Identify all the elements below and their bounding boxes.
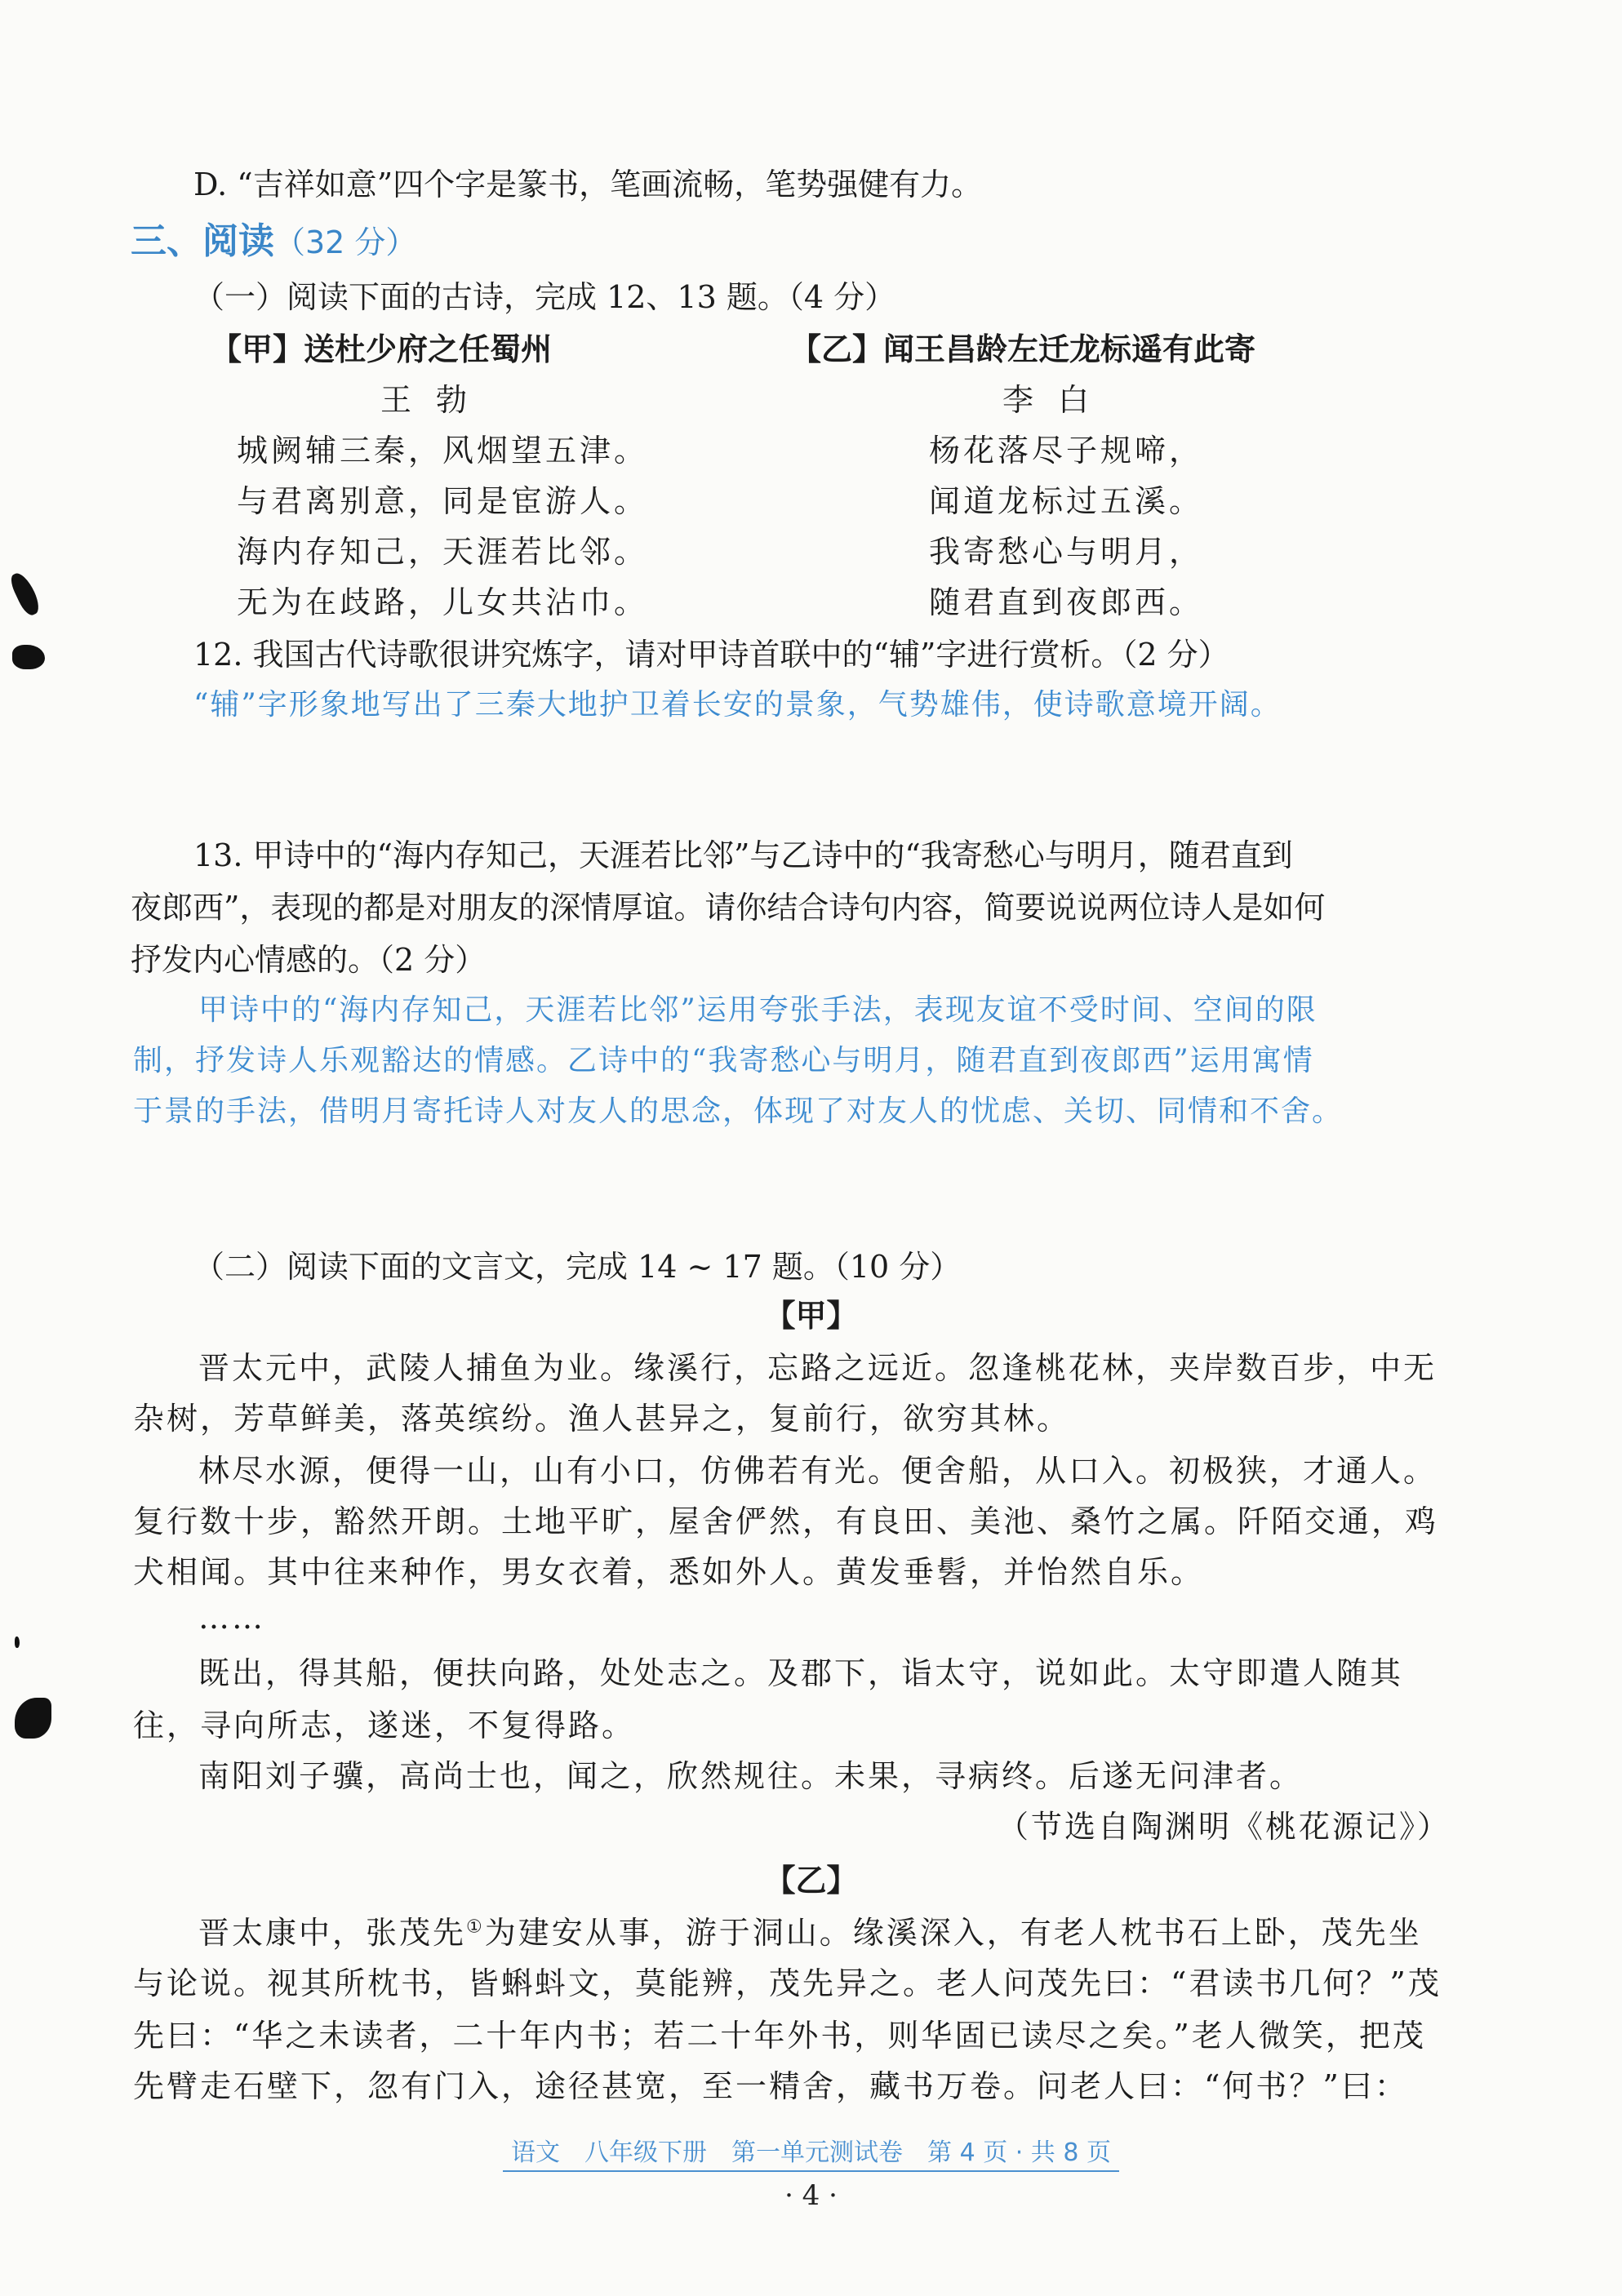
text-b-line-rest: 为建安从事，游于洞山。缘溪深入，有老人枕书石上卧，茂先坐 bbox=[484, 1915, 1422, 1951]
poem-a-line: 海内存知己，天涯若比邻。 bbox=[237, 534, 649, 570]
text-b-line: 先臂走石壁下，忽有门入，途径甚宽，至一精舍，藏书万卷。问老人曰：“何书？”曰： bbox=[133, 2068, 1408, 2104]
poem-b-author: 李白 bbox=[1002, 382, 1114, 418]
page-footer bbox=[0, 2132, 1622, 2168]
question-13-line: 夜郎西”，表现的都是对朋友的深情厚谊。请你结合诗句内容，简要说说两位诗人是如何 bbox=[131, 890, 1326, 926]
text-a-line: 犬相闻。其中往来种作，男女衣着，悉如外人。黄发垂髫，并怡然自乐。 bbox=[133, 1554, 1205, 1590]
text-b-line-start: 晋太康中，张茂先 bbox=[198, 1915, 467, 1951]
answer-13-line: 于景的手法，借明月寄托诗人对友人的思念，体现了对友人的忧虑、关切、同情和不舍。 bbox=[133, 1095, 1344, 1128]
section-title bbox=[131, 220, 416, 264]
part1-instruction: （一）阅读下面的古诗，完成 12、13 题。（4 分） bbox=[193, 279, 896, 315]
poem-a-line: 无为在歧路，儿女共沾巾。 bbox=[237, 584, 649, 620]
part2-instruction: （二）阅读下面的文言文，完成 14 ~ 17 题。（10 分） bbox=[193, 1249, 962, 1285]
poem-a-title: 【甲】送杜少府之任蜀州 bbox=[211, 331, 553, 367]
page-number: · 4 · bbox=[784, 2179, 838, 2212]
scan-mark bbox=[12, 645, 45, 669]
scan-mark bbox=[15, 1698, 51, 1739]
poem-b-line: 随君直到夜郎西。 bbox=[929, 584, 1204, 620]
text-a-line: 往，寻向所志，遂迷，不复得路。 bbox=[133, 1708, 636, 1743]
question-13-line: 13. 甲诗中的“海内存知己，天涯若比邻”与乙诗中的“我寄愁心与明月，随君直到 bbox=[193, 837, 1293, 873]
poem-b-line: 杨花落尽子规啼， bbox=[929, 433, 1204, 469]
text-a-line: 南阳刘子骥，高尚士也，闻之，欣然规往。未果，寻病终。后遂无问津者。 bbox=[198, 1758, 1304, 1794]
poem-b-line: 闻道龙标过五溪。 bbox=[929, 483, 1204, 519]
answer-13-line: 制，抒发诗人乐观豁达的情感。乙诗中的“我寄愁心与明月，随君直到夜郎西”运用寓情 bbox=[133, 1044, 1314, 1077]
poem-a-line: 与君离别意，同是宦游人。 bbox=[237, 483, 649, 519]
scan-mark bbox=[15, 1637, 20, 1648]
poem-a-line: 城阙辅三秦，风烟望五津。 bbox=[237, 433, 649, 469]
section-title-text: 三、阅读 bbox=[131, 220, 274, 262]
text-a-source: （节选自陶渊明《桃花源记》） bbox=[998, 1809, 1451, 1845]
poem-b-title: 【乙】闻王昌龄左迁龙标遥有此寄 bbox=[790, 331, 1256, 367]
text-b-heading: 【乙】 bbox=[764, 1863, 858, 1899]
text-a-line: 晋太元中，武陵人捕鱼为业。缘溪行，忘路之远近。忽逢桃花林，夹岸数百步，中无 bbox=[198, 1350, 1438, 1386]
footnote-marker: ① bbox=[466, 1916, 485, 1938]
text-b-line bbox=[198, 1913, 1422, 1952]
answer-13-line: 甲诗中的“海内存知己，天涯若比邻”运用夸张手法，表现友谊不受时间、空间的限 bbox=[198, 993, 1318, 1027]
poem-b-line: 我寄愁心与明月， bbox=[929, 534, 1204, 570]
question-12: 12. 我国古代诗歌很讲究炼字，请对甲诗首联中的“辅”字进行赏析。（2 分） bbox=[193, 637, 1229, 673]
footer-text: 语文 八年级下册 第一单元测试卷 第 4 页 · 共 8 页 bbox=[503, 2138, 1119, 2172]
text-a-line: 杂树，芳草鲜美，落英缤纷。渔人甚异之，复前行，欲穷其林。 bbox=[133, 1401, 1071, 1437]
scan-mark bbox=[7, 570, 42, 618]
text-a-ellipsis: …… bbox=[198, 1600, 265, 1636]
section-points: （32 分） bbox=[274, 224, 417, 260]
question-13-line: 抒发内心情感的。（2 分） bbox=[131, 942, 487, 978]
text-a-line: 既出，得其船，便扶向路，处处志之。及郡下，诣太守，说如此。太守即遣人随其 bbox=[198, 1655, 1404, 1691]
text-a-line: 复行数十步，豁然开朗。土地平旷，屋舍俨然，有良田、美池、桑竹之属。阡陌交通，鸡 bbox=[133, 1503, 1439, 1539]
text-b-line: 先曰：“华之未读者，二十年内书；若二十年外书，则华固已读尽之矣。”老人微笑，把茂 bbox=[133, 2018, 1426, 2054]
option-d: D. “吉祥如意”四个字是篆书，笔画流畅，笔势强健有力。 bbox=[193, 167, 983, 202]
text-b-line: 与论说。视其所枕书，皆蝌蚪文，莫能辨，茂先异之。老人问茂先曰：“君读书几何？”茂 bbox=[133, 1965, 1442, 2001]
text-a-line: 林尽水源，便得一山，山有小口，仿佛若有光。便舍船，从口入。初极狭，才通人。 bbox=[198, 1453, 1438, 1489]
poem-a-author: 王勃 bbox=[380, 382, 492, 418]
answer-12: “辅”字形象地写出了三秦大地护卫着长安的景象，气势雄伟，使诗歌意境开阔。 bbox=[193, 688, 1282, 722]
text-a-heading: 【甲】 bbox=[764, 1298, 858, 1334]
